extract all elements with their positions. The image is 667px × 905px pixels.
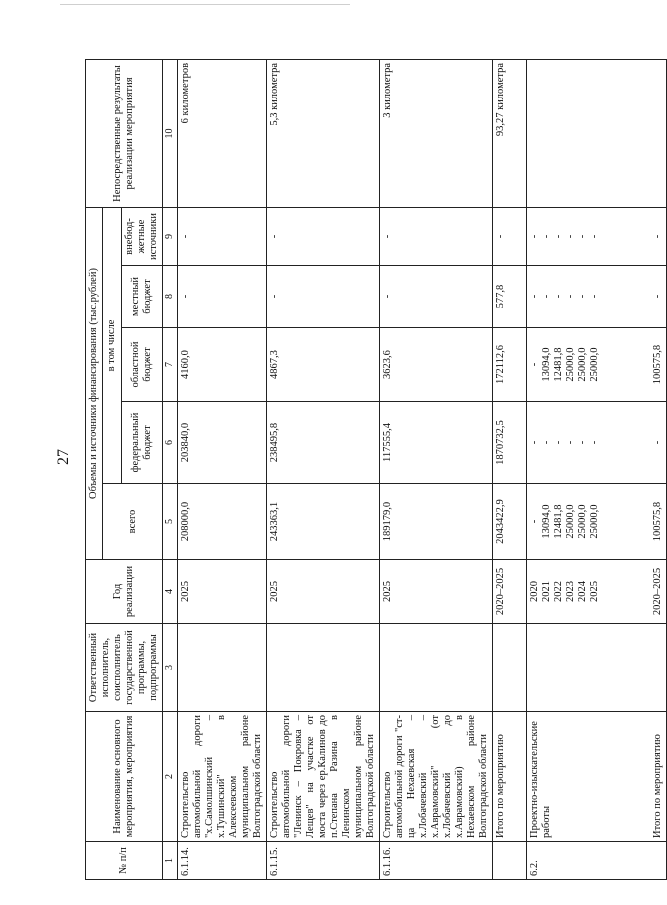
row-name: Итого по мероприятию — [493, 712, 527, 842]
extra-value: - — [565, 234, 576, 239]
row-local: - — [267, 266, 380, 328]
federal-value: - — [577, 440, 588, 445]
extra-value: - — [529, 234, 540, 239]
col-no-header: № п/п — [86, 842, 163, 880]
row-federal: - — [607, 402, 667, 484]
page-number: 27 — [55, 449, 72, 465]
row-responsible — [607, 624, 667, 712]
row-federal: 1870732,5 — [493, 402, 527, 484]
federal-value: - — [529, 440, 540, 445]
local-value: - — [577, 294, 588, 299]
total-value: 13094,0 — [541, 504, 552, 539]
table-row — [607, 59, 667, 879]
row-year: 2020–2025 — [607, 560, 667, 624]
row-local: - — [178, 266, 267, 328]
total-value: 25000,0 — [565, 504, 576, 539]
row-result — [527, 59, 607, 207]
row-regional: 172112,6 — [493, 328, 527, 402]
total-value: 25000,0 — [577, 504, 588, 539]
regional-value: 12481,8 — [553, 347, 564, 382]
row-local — [527, 266, 607, 328]
row-federal — [527, 402, 607, 484]
table-row — [380, 59, 493, 879]
regional-value: 25000,0 — [589, 347, 600, 382]
row-total — [527, 484, 607, 560]
row-extra — [527, 207, 607, 265]
row-local: - — [607, 266, 667, 328]
col-extra-header: внебюд-жетные источники — [122, 207, 163, 265]
row-name: Проектно-изыскательские работы — [527, 712, 607, 842]
col-number: 10 — [163, 59, 178, 207]
col-results-header: Непосредственные результаты реализации мероприятия — [86, 59, 163, 207]
row-federal: 238495,8 — [267, 402, 380, 484]
col-incl-header: в том числе — [103, 207, 122, 483]
row-year: 2025 — [380, 560, 493, 624]
col-number: 9 — [163, 207, 178, 265]
row-regional: 4867,3 — [267, 328, 380, 402]
row-responsible — [527, 624, 607, 712]
row-extra: - — [178, 207, 267, 265]
local-value: - — [565, 294, 576, 299]
federal-value: - — [589, 440, 600, 445]
row-result: 93,27 километра — [493, 59, 527, 207]
row-no: 6.1.15. — [267, 842, 380, 880]
regional-value: - — [529, 362, 540, 367]
extra-value: - — [577, 234, 588, 239]
col-number: 5 — [163, 484, 178, 560]
col-number: 6 — [163, 402, 178, 484]
extra-value: - — [541, 234, 552, 239]
row-name: Строительство автомобильной дороги "х.Самолшинский – х.Тушинский" в Алексеевском муниципальном районе Волгоградской области — [178, 712, 267, 842]
year-2022: 2022 — [553, 581, 564, 602]
col-year-header: Год реализации — [86, 560, 163, 624]
row-regional: 3623,6 — [380, 328, 493, 402]
row-total: 100575,8 — [607, 484, 667, 560]
year-2023: 2023 — [565, 581, 576, 602]
row-local: 577,8 — [493, 266, 527, 328]
row-responsible — [267, 624, 380, 712]
table-row — [493, 59, 527, 879]
row-federal: 117555,4 — [380, 402, 493, 484]
row-result: 6 километров — [178, 59, 267, 207]
local-value: - — [541, 294, 552, 299]
row-extra: - — [607, 207, 667, 265]
total-value: 12481,8 — [553, 504, 564, 539]
row-year: 2025 — [267, 560, 380, 624]
regional-value: 25000,0 — [577, 347, 588, 382]
table-row — [178, 59, 267, 879]
row-result: 3 километра — [380, 59, 493, 207]
federal-value: - — [541, 440, 552, 445]
local-value: - — [553, 294, 564, 299]
col-federal-header: федеральный бюджет — [122, 402, 163, 484]
column-numbers-row — [163, 59, 178, 879]
funding-table — [85, 59, 667, 880]
year-2020: 2020 — [529, 581, 540, 602]
col-total-header: всего — [103, 484, 163, 560]
row-result — [607, 59, 667, 207]
row-name: Строительство автомобильной дороги "Ленинск – Покровка – Лещев" на участке от моста через ер.Калинов до п.Степана Разина в Ленинском муниципальном районе Волгоградской области — [267, 712, 380, 842]
table-row — [527, 59, 607, 879]
total-value: - — [529, 519, 540, 524]
row-no: 6.1.16. — [380, 842, 493, 880]
row-total: 208000,0 — [178, 484, 267, 560]
col-name-header: Наименование основного мероприятия, мероприятия — [86, 712, 163, 842]
row-year: 2025 — [178, 560, 267, 624]
federal-value: - — [553, 440, 564, 445]
year-2025: 2025 — [589, 581, 600, 602]
row-responsible — [380, 624, 493, 712]
row-total: 2043422,9 — [493, 484, 527, 560]
local-value: - — [589, 294, 600, 299]
row-extra: - — [493, 207, 527, 265]
row-total: 243363,1 — [267, 484, 380, 560]
row-year: 2020–2025 — [493, 560, 527, 624]
row-years — [527, 560, 607, 624]
table-row — [267, 59, 380, 879]
rotated-table-container — [85, 60, 663, 880]
year-2024: 2024 — [577, 581, 588, 602]
extra-value: - — [553, 234, 564, 239]
row-regional — [527, 328, 607, 402]
row-no — [493, 842, 527, 880]
col-number: 1 — [163, 842, 178, 880]
col-number: 4 — [163, 560, 178, 624]
row-total: 189179,0 — [380, 484, 493, 560]
row-responsible — [493, 624, 527, 712]
row-extra: - — [267, 207, 380, 265]
col-regional-header: областной бюджет — [122, 328, 163, 402]
year-2021: 2021 — [541, 581, 552, 602]
col-number: 8 — [163, 266, 178, 328]
col-funding-header: Объемы и источники финансирования (тыс.рублей) — [86, 207, 103, 559]
row-no: 6.1.14. — [178, 842, 267, 880]
total-value: 25000,0 — [589, 504, 600, 539]
col-responsible-header: Ответственный исполнитель, соисполнитель государственной программы, подпрограммы — [86, 624, 163, 712]
local-value: - — [529, 294, 540, 299]
row-name: Строительство автомобильной дороги "ст-ца Нехаевская – х.Лобачевский – х.Аврамовский" (от х.Лобачевский до х.Аврамовский) в Нехаевском районе Волгоградской области — [380, 712, 493, 842]
row-name: Итого по мероприятию — [607, 712, 667, 842]
regional-value: 13094,0 — [541, 347, 552, 382]
row-responsible — [178, 624, 267, 712]
row-regional: 4160,0 — [178, 328, 267, 402]
col-number: 3 — [163, 624, 178, 712]
scan-edge-line — [60, 4, 350, 5]
extra-value: - — [589, 234, 600, 239]
row-no: 6.2. — [527, 842, 607, 880]
row-regional: 100575,8 — [607, 328, 667, 402]
row-no — [607, 842, 667, 880]
federal-value: - — [565, 440, 576, 445]
row-extra: - — [380, 207, 493, 265]
row-result: 5,3 километра — [267, 59, 380, 207]
col-local-header: местный бюджет — [122, 266, 163, 328]
row-local: - — [380, 266, 493, 328]
header-row-1 — [86, 59, 103, 879]
row-federal: 203840,0 — [178, 402, 267, 484]
col-number: 2 — [163, 712, 178, 842]
regional-value: 25000,0 — [565, 347, 576, 382]
col-number: 7 — [163, 328, 178, 402]
